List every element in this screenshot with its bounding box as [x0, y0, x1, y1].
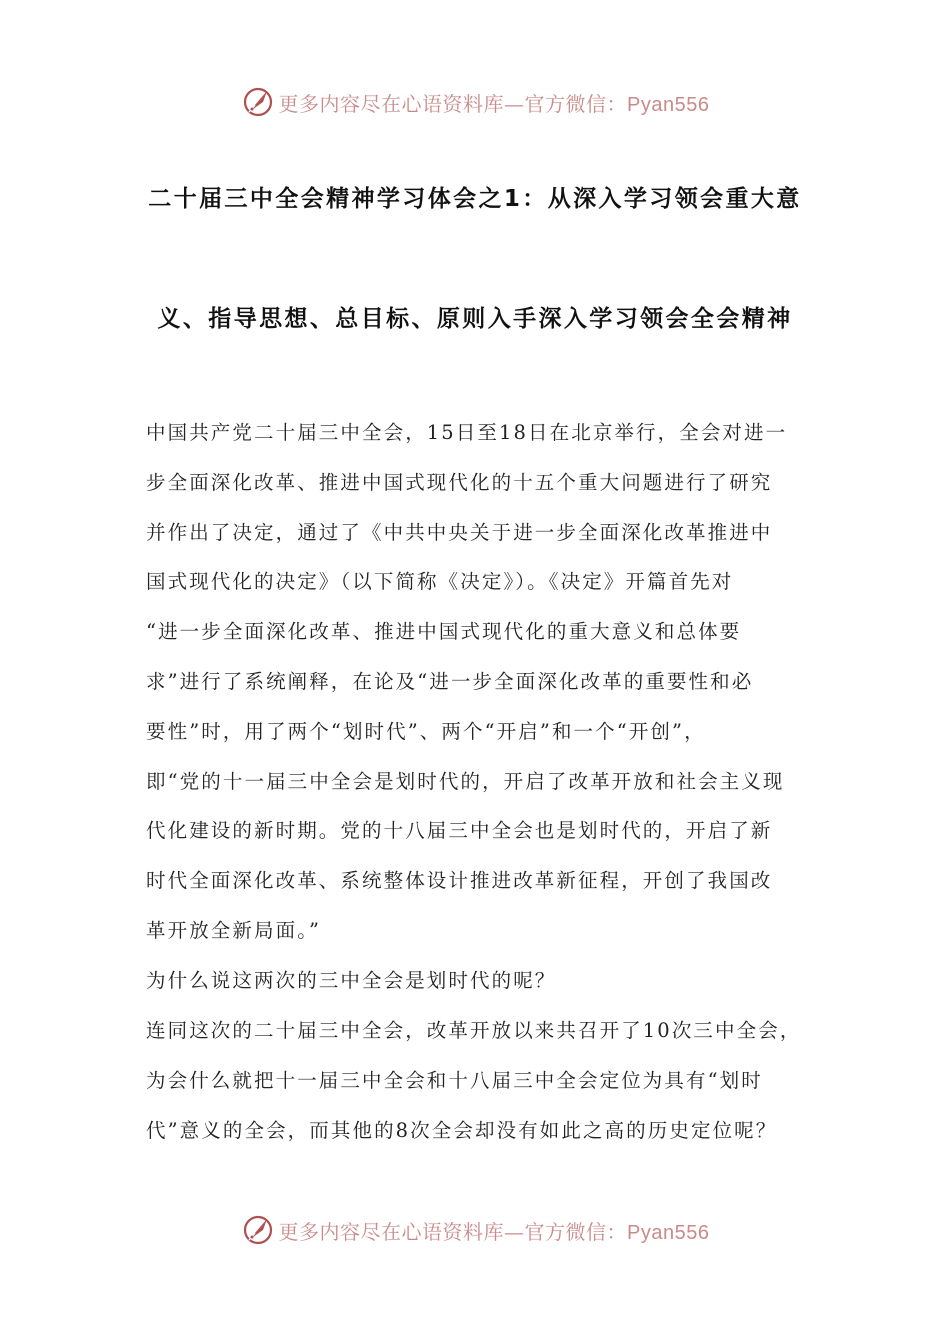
paragraph-3	[146, 1006, 836, 1155]
text-line: 要性”时，用了两个“划时代”、两个“开启”和一个“开创”，	[146, 719, 706, 743]
text-line: 为会什么就把十一届三中全会和十八届三中全会定位为具有“划时	[146, 1068, 763, 1092]
text-line: 并作出了决定，通过了《中共中央关于进一步全面深化改革推进中	[146, 520, 773, 544]
text-line: 步全面深化改革、推进中国式现代化的十五个重大问题进行了研究	[146, 470, 773, 494]
text-line: 求”进行了系统阐释，在论及“进一步全面深化改革的重要性和必	[146, 669, 754, 693]
watermark-wechat-id: Pyan556	[627, 93, 710, 116]
watermark-wechat-id: Pyan556	[627, 1221, 710, 1244]
watermark-text: 更多内容尽在心语资料库—官方微信：Pyan556	[278, 1219, 710, 1244]
paragraph-1	[146, 408, 828, 956]
text-line: 即“党的十一届三中全会是划时代的，开启了改革开放和社会主义现	[146, 769, 785, 793]
text-line: 代”意义的全会，而其他的8次全会却没有如此之高的历史定位呢？	[146, 1118, 778, 1142]
paragraph-2	[146, 956, 828, 1006]
text-line: 中国共产党二十届三中全会，15日至18日在北京举行，全会对进一	[146, 421, 788, 444]
text-line: “进一步全面深化改革、推进中国式现代化的重大意义和总体要	[146, 620, 742, 644]
watermark-text: 更多内容尽在心语资料库—官方微信：Pyan556	[278, 91, 710, 116]
quill-logo-icon	[241, 85, 275, 119]
text-line: 连同这次的二十届三中全会，改革开放以来共召开了10次三中全会，	[146, 1019, 802, 1042]
text-line: 时代全面深化改革、系统整体设计推进改革新征程，开创了我国改	[146, 869, 773, 893]
header-watermark	[0, 82, 950, 122]
text-line: 为什么说这两次的三中全会是划时代的呢？	[146, 969, 557, 992]
footer-watermark	[0, 1210, 950, 1250]
document-title-line-2: 义、指导思想、总目标、原则入手深入学习领会全会精神	[157, 306, 793, 332]
quill-logo-icon	[241, 1213, 275, 1247]
document-title-line-1: 二十届三中全会精神学习体会之1：从深入学习领会重大意	[148, 186, 802, 212]
text-line: 革开放全新局面。”	[146, 918, 322, 942]
text-line: 代化建设的新时期。党的十八届三中全会也是划时代的，开启了新	[146, 819, 773, 843]
text-line: 国式现代化的决定》（以下简称《决定》）。《决定》开篇首先对	[146, 570, 734, 594]
